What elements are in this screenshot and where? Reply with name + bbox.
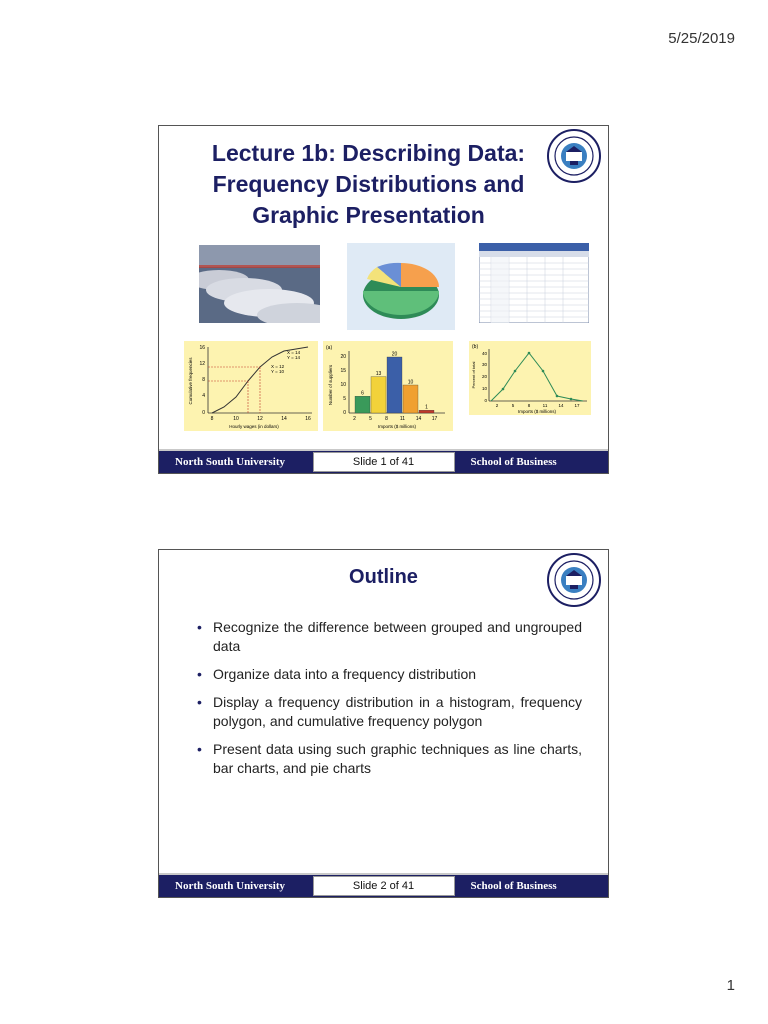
histogram-xtick: 8 bbox=[385, 416, 388, 422]
histogram-thumbnail bbox=[323, 341, 453, 431]
university-seal-logo bbox=[546, 128, 602, 184]
cumulative-frequency-thumbnail bbox=[184, 341, 318, 431]
cum-annotation: Y = 10 bbox=[271, 369, 285, 374]
cum-xtick: 12 bbox=[257, 416, 263, 422]
hist-ytick: 0 bbox=[343, 410, 346, 416]
histogram-bar bbox=[403, 385, 418, 413]
list-item: • Recognize the difference between grouped and ungrouped data bbox=[197, 618, 582, 656]
spreadsheet-thumbnail bbox=[479, 243, 589, 323]
cum-ytick: 8 bbox=[202, 377, 205, 383]
cars-photo-thumbnail bbox=[199, 245, 320, 323]
cum-ytick: 0 bbox=[202, 410, 205, 416]
histogram-xtick: 14 bbox=[415, 416, 422, 422]
pie-chart-thumbnail bbox=[347, 243, 455, 330]
hist-panel-label: (a) bbox=[326, 345, 333, 351]
hist-ytick: 20 bbox=[340, 354, 346, 360]
university-name: North South University bbox=[175, 880, 286, 892]
histogram-xtick: 11 bbox=[399, 416, 406, 422]
histogram-bar bbox=[371, 377, 386, 413]
cum-xtick: 14 bbox=[281, 416, 287, 422]
hist-ytick: 15 bbox=[340, 368, 346, 374]
polygon-xtick: 14 bbox=[558, 403, 564, 408]
cum-annotation: Y = 14 bbox=[287, 355, 301, 360]
histogram-bar bbox=[387, 357, 402, 413]
slide-number-label: Slide 2 of 41 bbox=[313, 876, 455, 896]
poly-ytick: 20 bbox=[481, 374, 487, 379]
list-item: • Organize data into a frequency distribution bbox=[197, 665, 582, 684]
cum-xlabel: Hourly wages (in dollars) bbox=[229, 424, 279, 429]
histogram-xtick: 5 bbox=[369, 416, 372, 422]
poly-xlabel: Imports ($ millions) bbox=[517, 409, 557, 414]
page-date: 5/25/2019 bbox=[668, 30, 735, 47]
cum-ylabel: Cumulative frequencies bbox=[188, 357, 193, 405]
poly-ytick: 10 bbox=[481, 386, 487, 391]
histogram-bar bbox=[355, 396, 370, 413]
poly-ytick: 30 bbox=[481, 362, 487, 367]
university-name: North South University bbox=[175, 456, 286, 468]
school-name: School of Business bbox=[470, 456, 557, 468]
hist-ytick: 10 bbox=[340, 382, 346, 388]
slide-2 bbox=[158, 549, 609, 898]
poly-ytick: 40 bbox=[481, 351, 487, 356]
school-name: School of Business bbox=[470, 880, 557, 892]
polygon-xtick: 8 bbox=[527, 403, 531, 408]
hist-ytick: 5 bbox=[343, 396, 346, 402]
slide-2-title: Outline bbox=[349, 566, 418, 588]
polygon-xtick: 17 bbox=[574, 403, 580, 408]
histogram-bar-label: 20 bbox=[391, 351, 398, 358]
list-item: • Present data using such graphic techniques as line charts, bar charts, and pie charts bbox=[197, 740, 582, 778]
hist-ylabel: Number of suppliers bbox=[328, 364, 333, 406]
histogram-bar-label: 13 bbox=[375, 371, 382, 378]
slide-1-title: Lecture 1b: Describing Data: Frequency Distributions and Graphic Presentation bbox=[211, 140, 526, 228]
list-item: • Display a frequency distribution in a histogram, frequency polygon, and cumulative frequency polygon bbox=[197, 693, 582, 731]
university-seal-logo bbox=[546, 552, 602, 608]
slide-1-footer bbox=[159, 449, 608, 473]
slide-1 bbox=[158, 125, 609, 474]
cum-xtick: 16 bbox=[305, 416, 311, 422]
polygon-xtick: 11 bbox=[542, 403, 548, 408]
poly-ytick: 0 bbox=[484, 398, 487, 403]
poly-ylabel: Percent of total bbox=[471, 361, 476, 389]
cum-ytick: 12 bbox=[199, 361, 205, 367]
page-number: 1 bbox=[726, 977, 735, 994]
histogram-xtick: 2 bbox=[353, 416, 356, 422]
poly-panel-label: (b) bbox=[472, 344, 479, 350]
polygon-xtick: 2 bbox=[495, 403, 499, 408]
cum-xtick: 8 bbox=[210, 416, 214, 422]
cum-annotation: X = 14 bbox=[287, 350, 301, 355]
histogram-bar-label: 6 bbox=[361, 390, 364, 397]
hist-xlabel: Imports ($ millions) bbox=[377, 424, 417, 429]
cum-ytick: 4 bbox=[202, 393, 205, 399]
histogram-bar-label: 10 bbox=[407, 379, 414, 386]
slide-number-label: Slide 1 of 41 bbox=[313, 452, 455, 472]
histogram-bar-label: 1 bbox=[425, 404, 428, 411]
frequency-polygon-thumbnail bbox=[469, 341, 591, 415]
cum-ytick: 16 bbox=[199, 345, 205, 351]
cum-xtick: 10 bbox=[233, 416, 239, 422]
slide-2-footer bbox=[159, 873, 608, 897]
histogram-xtick: 17 bbox=[431, 416, 438, 422]
outline-list bbox=[197, 618, 582, 787]
polygon-xtick: 5 bbox=[511, 403, 515, 408]
cum-annotation: X = 12 bbox=[271, 364, 285, 369]
